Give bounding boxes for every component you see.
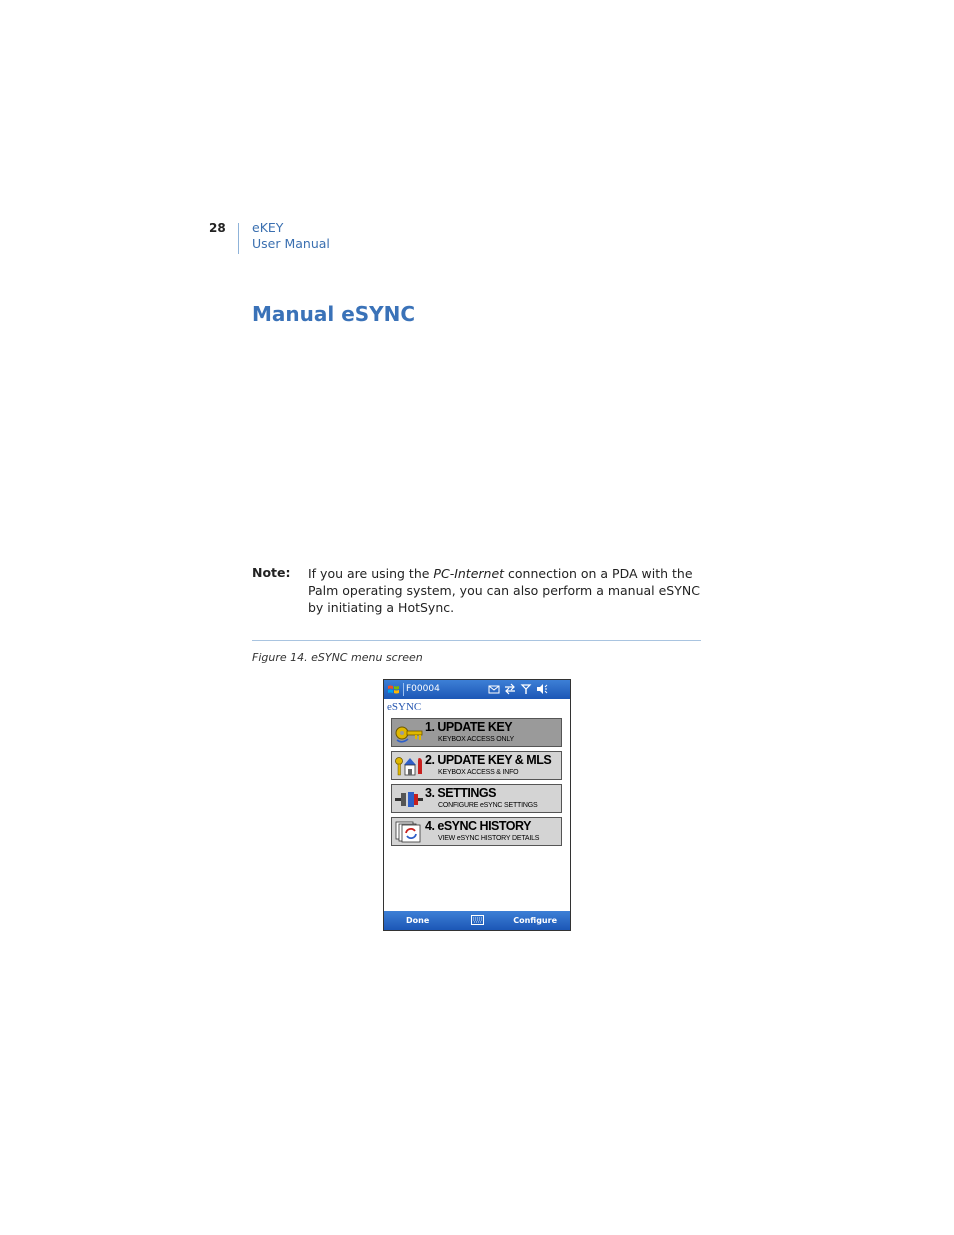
menu-item-subtitle: KEYBOX ACCESS ONLY	[438, 736, 515, 743]
device-name: F00004	[406, 684, 440, 694]
configure-softkey[interactable]: Configure	[513, 916, 557, 925]
note-text-start: If you are using the	[308, 566, 434, 581]
section-title: Manual eSYNC	[252, 302, 416, 326]
pda-screen	[383, 679, 571, 931]
section-divider	[252, 640, 701, 641]
page-number: 28	[209, 221, 226, 235]
pda-softkey-bar	[384, 911, 570, 930]
menu-item-subtitle: KEYBOX ACCESS & INFO	[438, 769, 519, 776]
note-label: Note:	[252, 565, 291, 580]
running-header	[252, 220, 330, 252]
done-softkey[interactable]: Done	[406, 916, 430, 925]
menu-update-key-mls[interactable]	[391, 751, 562, 780]
signal-antenna-icon[interactable]	[520, 683, 532, 695]
windows-start-icon[interactable]	[387, 683, 400, 696]
menu-item-label: 2. UPDATE KEY & MLS	[425, 753, 552, 767]
header-divider	[238, 223, 239, 254]
menu-item-subtitle: VIEW eSYNC HISTORY DETAILS	[438, 835, 540, 842]
menu-item-label: 4. eSYNC HISTORY	[425, 819, 531, 833]
history-icon	[394, 821, 424, 843]
app-heading: eSYNC	[387, 701, 422, 713]
message-icon[interactable]	[488, 683, 500, 695]
speaker-icon[interactable]	[536, 683, 548, 695]
menu-item-label: 1. UPDATE KEY	[425, 720, 513, 734]
menu-item-label: 3. SETTINGS	[425, 786, 496, 800]
menu-settings[interactable]	[391, 784, 562, 813]
key-house-icon	[394, 755, 424, 777]
sync-arrows-icon[interactable]	[504, 683, 516, 695]
title-bar-separator	[403, 683, 404, 696]
note-emphasis: PC-Internet	[433, 566, 505, 581]
note-text-end: connection on a PDA with the Palm operating system, you can also perform a manual eSYNC by initiating a HotSync.	[308, 566, 700, 615]
keyboard-icon[interactable]	[471, 915, 484, 925]
header-doc-type: User Manual	[252, 236, 330, 251]
menu-item-subtitle: CONFIGURE eSYNC SETTINGS	[438, 802, 538, 809]
settings-icon	[394, 788, 424, 810]
pda-title-bar	[384, 680, 570, 699]
menu-update-key[interactable]	[391, 718, 562, 747]
header-doc-name: eKEY	[252, 220, 284, 235]
key-icon	[394, 722, 424, 744]
note-text	[308, 565, 706, 616]
menu-esync-history[interactable]	[391, 817, 562, 846]
figure-caption: Figure 14. eSYNC menu screen	[252, 651, 423, 664]
